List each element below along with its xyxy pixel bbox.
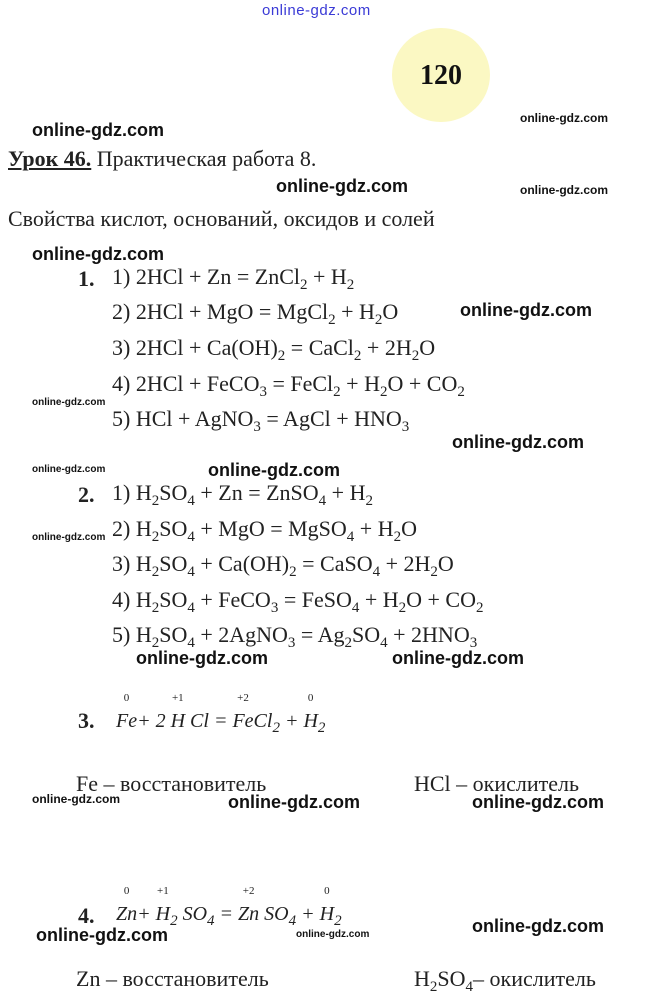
task3-reducer: Fe – восстановитель <box>76 771 267 796</box>
task4-number: 4. <box>78 903 95 928</box>
watermark: online-gdz.com <box>136 648 268 668</box>
task1-reaction-5: 5) HCl + AgNO$_3$ = AgCl + $HNO_3$ <box>112 406 410 435</box>
lesson-label: Урок 46. <box>8 146 92 171</box>
watermark: online-gdz.com <box>32 792 120 806</box>
watermark: online-gdz.com <box>520 111 608 125</box>
task3-oxidizer: HCl – окислитель <box>414 771 580 796</box>
watermark: online-gdz.com <box>32 464 106 475</box>
task1-number: 1. <box>78 266 95 291</box>
watermark: online-gdz.com <box>32 244 164 264</box>
watermark: online-gdz.com <box>472 916 604 936</box>
watermark: online-gdz.com <box>520 183 608 197</box>
lesson-subtitle: Свойства кислот, оснований, оксидов и солей <box>8 206 435 231</box>
watermark-top: online-gdz.com <box>262 2 371 19</box>
task1-reaction-1: 1) 2HCl + Zn = ZnCl$_2$ + $H_2$ <box>112 264 355 293</box>
task3-equation: Fe 0 + 2 H +1 Cl = Fe +2 $Cl_2 + H$ 0 $_2$ <box>116 692 326 736</box>
watermark: online-gdz.com <box>36 925 168 945</box>
watermark: online-gdz.com <box>472 792 604 812</box>
watermark: online-gdz.com <box>32 120 164 140</box>
task2-number: 2. <box>78 482 95 507</box>
task2-reaction-5: 5) $H_2SO_4$ + 2AgNO$_3$ = $Ag_2SO_4 + 2HNO_3$ <box>112 622 478 651</box>
watermark: online-gdz.com <box>276 176 408 196</box>
lesson-heading <box>8 146 316 172</box>
task1-reaction-4: 4) 2HCl + FeCO$_3$ = FeCl$_2$ + $H_2O + CO_2$ <box>112 371 465 400</box>
task3-number: 3. <box>78 708 95 733</box>
watermark: online-gdz.com <box>32 397 106 408</box>
task4-equation: Zn 0 + H +1 $_2$ $SO_4 = Zn$ +2 $SO_4 + H$ 0 $_2$ <box>116 885 342 929</box>
task2-reaction-3: 3) $H_2SO_4 + Ca(OH)_2$ = CaSO$_4$ + $2H_2O$ <box>112 551 454 580</box>
watermark: online-gdz.com <box>452 432 584 452</box>
task1-reaction-3: 3) $2HCl + Ca(OH)_2$ = CaCl$_2$ + $2H_2O$ <box>112 335 436 364</box>
watermark: online-gdz.com <box>208 460 340 480</box>
task2-reaction-2: 2) $H_2SO_4$ + MgO = MgSO$_4$ + $H_2O$ <box>112 516 417 545</box>
task4-reducer: Zn – восстановитель <box>76 966 269 991</box>
page-number: 120 <box>420 60 462 91</box>
lesson-title: Практическая работа 8. <box>91 146 317 171</box>
watermark: online-gdz.com <box>460 300 592 320</box>
watermark: online-gdz.com <box>296 929 370 940</box>
watermark: online-gdz.com <box>392 648 524 668</box>
task4-oxidizer: $H_2SO_4-$ окислитель <box>414 966 596 995</box>
watermark: online-gdz.com <box>228 792 360 812</box>
task2-reaction-1: 1) $H_2SO_4 + Zn$ = ZnSO$_4$ + $H_2$ <box>112 480 373 509</box>
watermark: online-gdz.com <box>32 532 106 543</box>
page-number-badge <box>392 28 490 122</box>
task2-reaction-4: 4) $H_2SO_4$ + FeCO$_3$ = FeSO$_4$ + $H_2O + CO_2$ <box>112 587 484 616</box>
task1-reaction-2: 2) 2HCl + MgO = MgCl$_2$ + $H_2O$ <box>112 299 399 328</box>
